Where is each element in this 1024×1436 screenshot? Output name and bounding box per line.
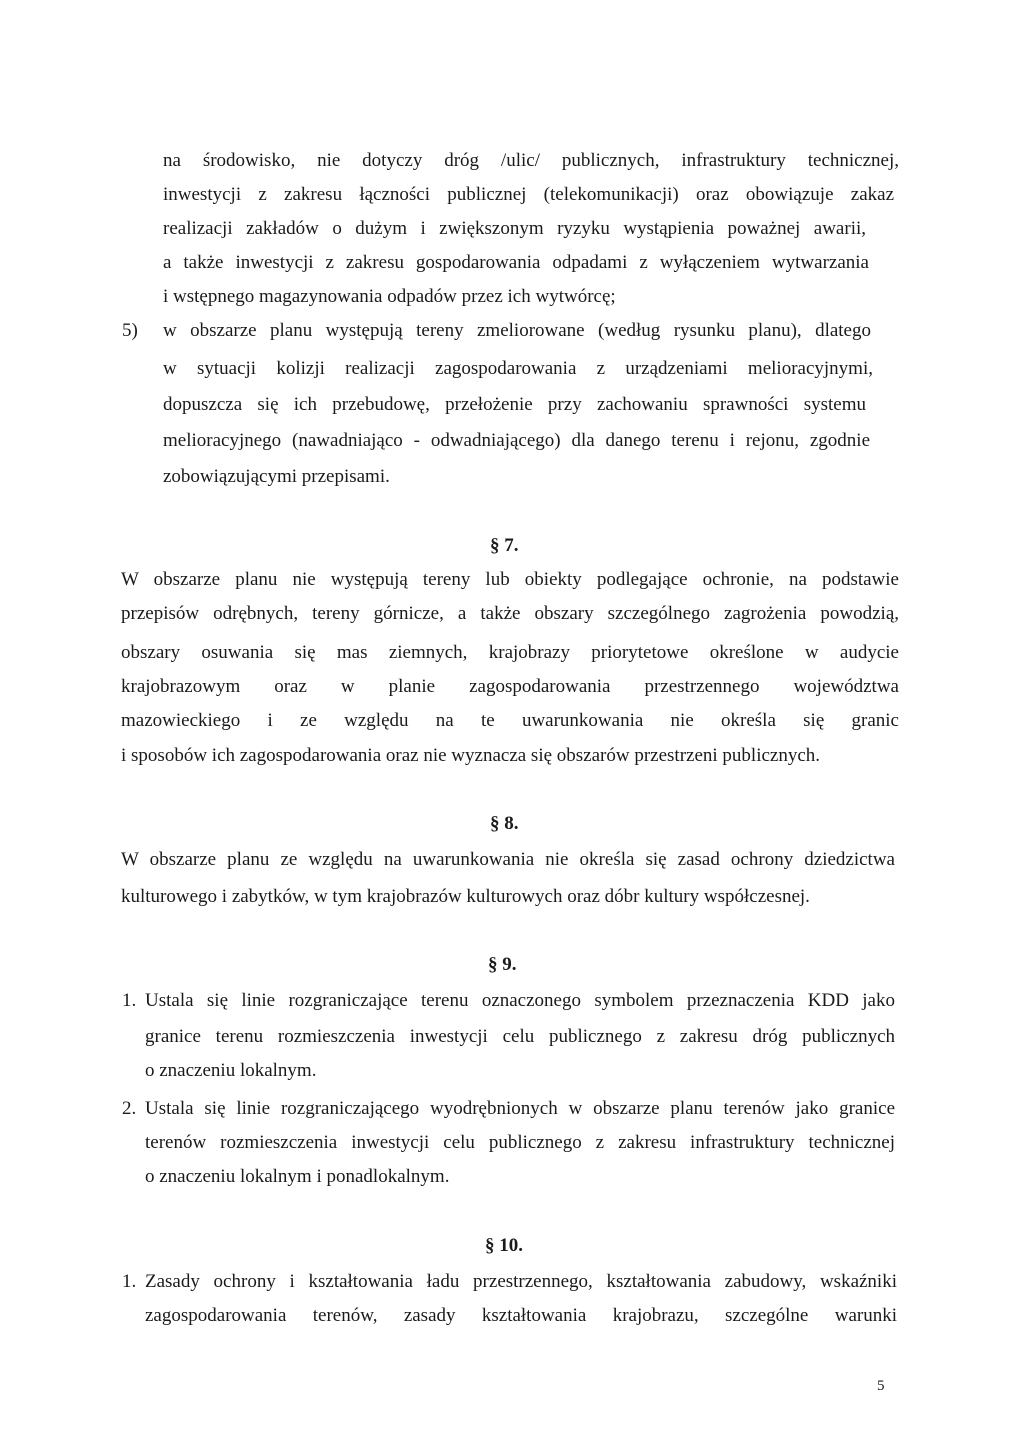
text-line: zagospodarowania terenów, zasady kształtowania krajobrazu, szczególne warunki (145, 1305, 897, 1326)
text-line: obszary osuwania się mas ziemnych, krajobrazy priorytetowe określone w audycie (121, 642, 899, 663)
text-line: w sytuacji kolizji realizacji zagospodarowania z urządzeniami melioracyjnymi, (163, 358, 873, 379)
text-line: krajobrazowym oraz w planie zagospodarowania przestrzennego województwa (121, 676, 899, 697)
text-line: w obszarze planu występują tereny zmeliorowane (według rysunku planu), dlatego (163, 320, 871, 341)
text-line: mazowieckiego i ze względu na te uwarunkowania nie określa się granic (121, 710, 899, 731)
text-line: realizacji zakładów o dużym i zwiększonym ryzyku wystąpienia poważnej awarii, (163, 218, 866, 239)
page-number: 5 (877, 1378, 885, 1394)
text-line: dopuszcza się ich przebudowę, przełożenie przy zachowaniu sprawności systemu (163, 394, 866, 415)
text-line: o znaczeniu lokalnym i ponadlokalnym. (145, 1166, 450, 1187)
text-line: a także inwestycji z zakresu gospodarowania odpadami z wyłączeniem wytwarzania (163, 252, 869, 273)
text-line: inwestycji z zakresu łączności publicznej (telekomunikacji) oraz obowiązuje zakaz (163, 184, 894, 205)
text-line: kulturowego i zabytków, w tym krajobrazów kulturowych oraz dóbr kultury współczesnej. (121, 886, 810, 907)
text-line: na środowisko, nie dotyczy dróg /ulic/ publicznych, infrastruktury technicznej, (163, 150, 899, 171)
text-line: W obszarze planu ze względu na uwarunkowania nie określa się zasad ochrony dziedzictwa (121, 849, 895, 870)
text-line: melioracyjnego (nawadniająco - odwadniającego) dla danego terenu i rejonu, zgodnie (163, 430, 870, 451)
section-heading: § 8. (490, 813, 519, 834)
text-line: W obszarze planu nie występują tereny lub obiekty podlegające ochronie, na podstawie (121, 569, 899, 590)
item-number: 5) (122, 320, 138, 341)
section-heading: § 10. (485, 1235, 523, 1256)
text-line: Ustala się linie rozgraniczające terenu oznaczonego symbolem przeznaczenia KDD jako (145, 990, 895, 1011)
item-number: 1. (122, 1271, 137, 1292)
section-heading: § 7. (490, 535, 519, 556)
text-line: granice terenu rozmieszczenia inwestycji celu publicznego z zakresu dróg publicznych (145, 1026, 895, 1047)
text-line: Zasady ochrony i kształtowania ładu przestrzennego, kształtowania zabudowy, wskaźniki (145, 1271, 897, 1292)
item-number: 1. (122, 990, 137, 1011)
item-number: 2. (122, 1098, 137, 1119)
text-line: i wstępnego magazynowania odpadów przez ich wytwórcę; (163, 286, 616, 307)
text-line: zobowiązującymi przepisami. (163, 466, 390, 487)
text-line: przepisów odrębnych, tereny górnicze, a także obszary szczególnego zagrożenia powodzią, (121, 603, 899, 624)
text-line: o znaczeniu lokalnym. (145, 1060, 317, 1081)
text-line: terenów rozmieszczenia inwestycji celu publicznego z zakresu infrastruktury technicznej (145, 1132, 895, 1153)
text-line: Ustala się linie rozgraniczającego wyodrębnionych w obszarze planu terenów jako granice (145, 1098, 895, 1119)
section-heading: § 9. (488, 954, 517, 975)
text-line: i sposobów ich zagospodarowania oraz nie wyznacza się obszarów przestrzeni publicznych. (121, 745, 821, 766)
